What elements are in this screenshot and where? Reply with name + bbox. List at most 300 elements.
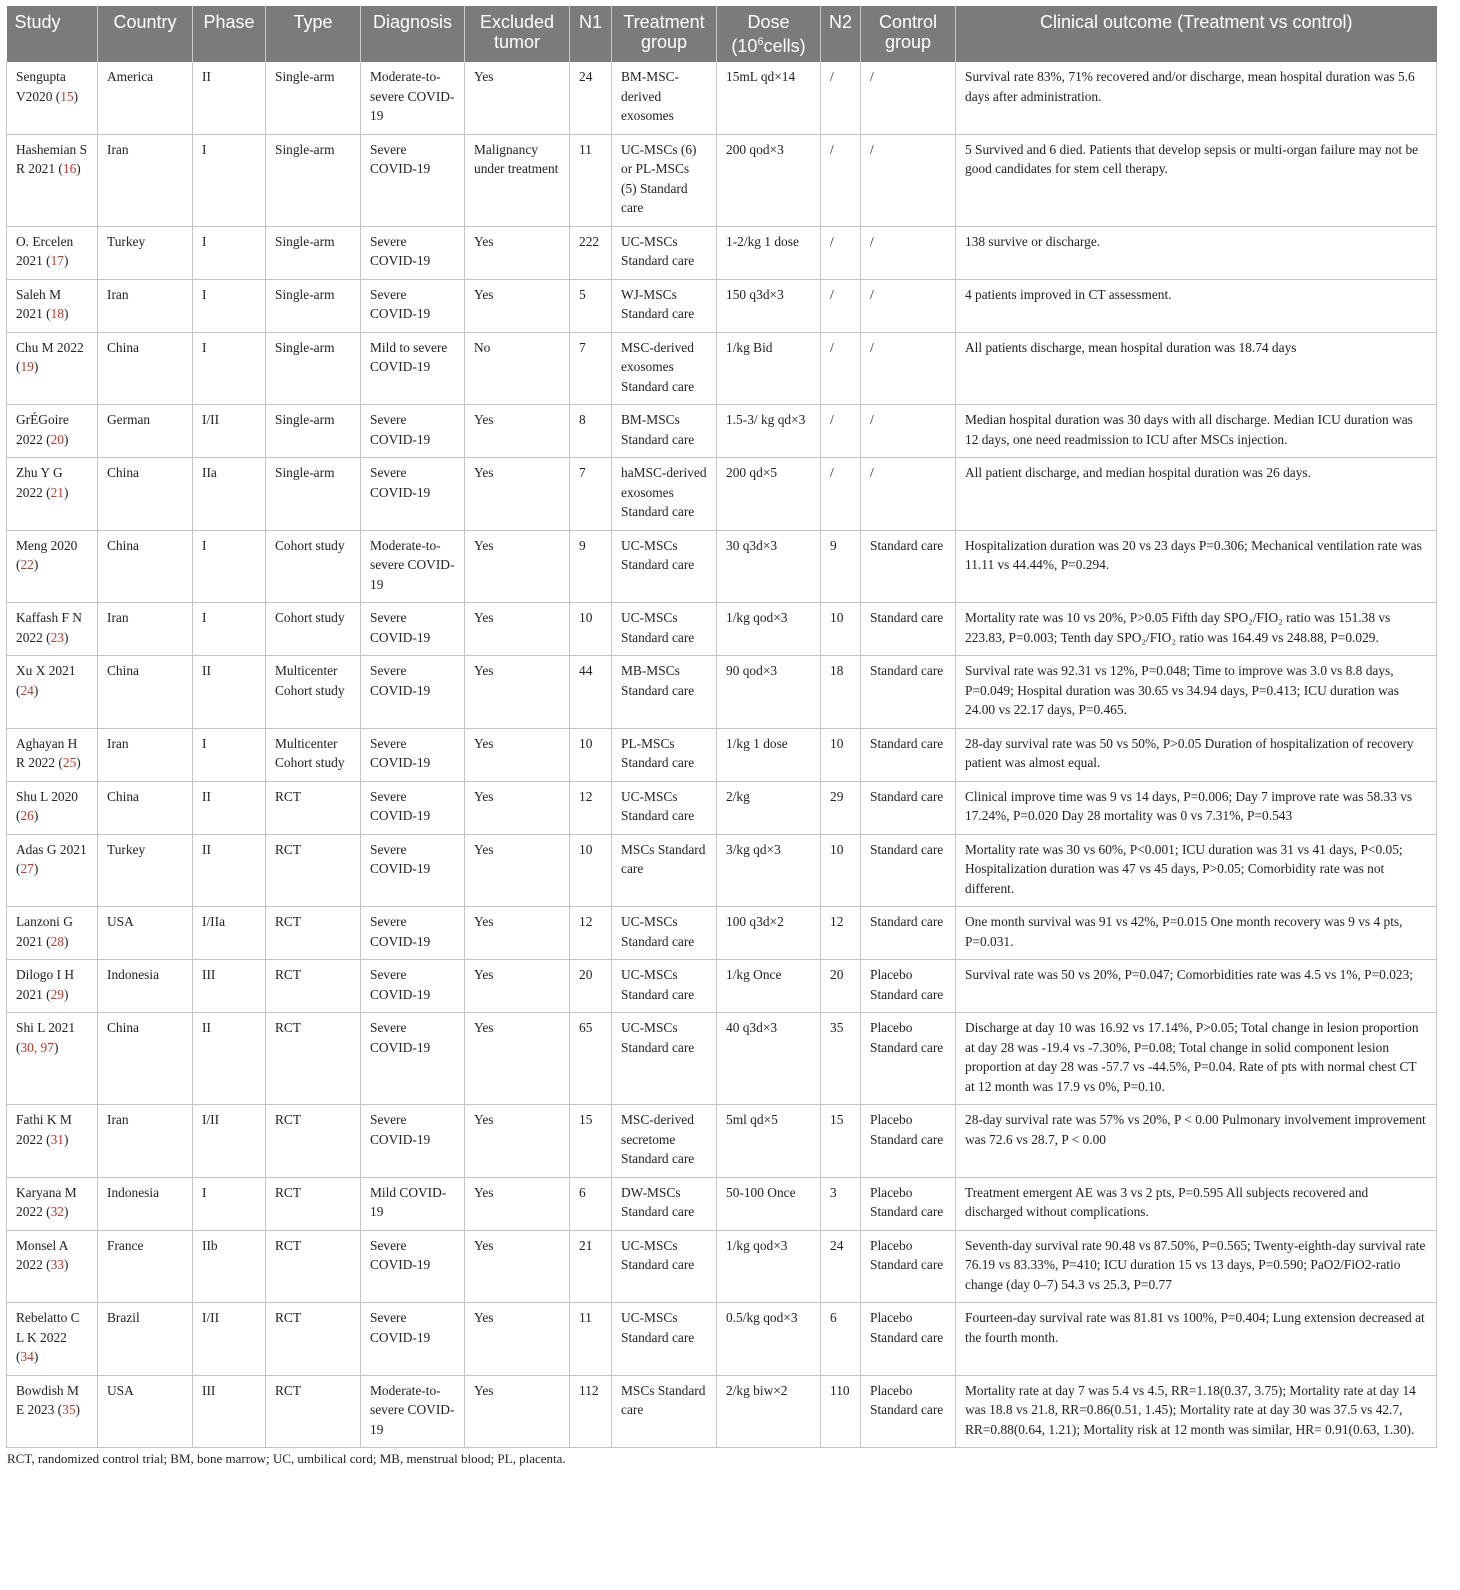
cell-type: Single-arm: [266, 458, 361, 531]
cell-phase: I: [193, 603, 266, 656]
study-name: Saleh M 2021 (: [16, 286, 62, 321]
cell-dose: 1/kg qod×3: [717, 603, 821, 656]
cell-n1: 12: [570, 907, 612, 960]
cell-treatment-group: WJ-MSCs Standard care: [612, 279, 717, 332]
cell-excluded-tumor: Yes: [465, 1303, 570, 1376]
cell-n1: 5: [570, 279, 612, 332]
header-type: Type: [266, 6, 361, 62]
table-footnote: RCT, randomized control trial; BM, bone marrow; UC, umbilical cord; MB, menstrual blood; PL, placenta.: [7, 1451, 566, 1466]
cell-n1: 10: [570, 603, 612, 656]
cell-phase: IIa: [193, 458, 266, 531]
cell-dose: 40 q3d×3: [717, 1013, 821, 1105]
cell-n1: 6: [570, 1177, 612, 1230]
cell-study: [7, 134, 98, 226]
cell-excluded-tumor: Yes: [465, 279, 570, 332]
cell-outcome: 138 survive or discharge.: [956, 226, 1437, 279]
cell-country: Indonesia: [98, 1177, 193, 1230]
cell-outcome: 28-day survival rate was 50 vs 50%, P>0.05 Duration of hospitalization of recovery patient was almost equal.: [956, 728, 1437, 781]
table-row: [7, 279, 1437, 332]
cell-phase: I/II: [193, 1105, 266, 1178]
cell-treatment-group: BM-MSC-derived exosomes: [612, 62, 717, 134]
cell-diagnosis: Severe COVID-19: [361, 1303, 465, 1376]
reference-link[interactable]: 30, 97: [20, 1039, 54, 1055]
reference-link[interactable]: 16: [62, 161, 77, 176]
cell-excluded-tumor: Yes: [465, 834, 570, 907]
study-paren: ): [63, 253, 69, 268]
cell-treatment-group: MB-MSCs Standard care: [612, 656, 717, 729]
cell-n1: 222: [570, 226, 612, 279]
study-paren: ): [33, 808, 39, 823]
cell-country: USA: [98, 1375, 193, 1448]
cell-n2: 3: [821, 1177, 861, 1230]
cell-study: [7, 1375, 98, 1448]
cell-type: Multicenter Cohort study: [266, 656, 361, 729]
cell-outcome: Treatment emergent AE was 3 vs 2 pts, P=0.595 All subjects recovered and discharged without complications.: [956, 1177, 1437, 1230]
cell-excluded-tumor: Yes: [465, 226, 570, 279]
cell-n1: 11: [570, 1303, 612, 1376]
cell-excluded-tumor: Yes: [465, 1230, 570, 1303]
cell-outcome: Survival rate 83%, 71% recovered and/or discharge, mean hospital duration was 5.6 days after administration.: [956, 62, 1437, 134]
table-row: [7, 728, 1437, 781]
cell-n2: 20: [821, 960, 861, 1013]
cell-control-group: Standard care: [861, 530, 956, 603]
cell-treatment-group: MSCs Standard care: [612, 1375, 717, 1448]
reference-link[interactable]: 26: [20, 808, 34, 823]
header-phase: Phase: [193, 6, 266, 62]
reference-link[interactable]: 19: [20, 359, 34, 374]
cell-n1: 12: [570, 781, 612, 834]
cell-type: Single-arm: [266, 134, 361, 226]
cell-outcome: Fourteen-day survival rate was 81.81 vs 100%, P=0.404; Lung extension decreased at the fourth month.: [956, 1303, 1437, 1376]
cell-n2: 12: [821, 907, 861, 960]
reference-link[interactable]: 20: [50, 431, 64, 447]
cell-country: America: [98, 62, 193, 134]
cell-country: Indonesia: [98, 960, 193, 1013]
cell-diagnosis: Moderate-to-severe COVID-19: [361, 1375, 465, 1448]
cell-phase: II: [193, 1013, 266, 1105]
cell-phase: I: [193, 226, 266, 279]
cell-control-group: /: [861, 279, 956, 332]
cell-n2: 35: [821, 1013, 861, 1105]
cell-country: Brazil: [98, 1303, 193, 1376]
cell-dose: 3/kg qd×3: [717, 834, 821, 907]
cell-type: Single-arm: [266, 332, 361, 405]
cell-dose: 2/kg: [717, 781, 821, 834]
reference-link[interactable]: 34: [20, 1349, 34, 1364]
cell-dose: 1.5-3/ kg qd×3: [717, 405, 821, 458]
header-control-group: Control group: [861, 6, 956, 62]
reference-link[interactable]: 23: [50, 629, 64, 645]
study-name: Karyana M 2022 (: [16, 1184, 77, 1219]
cell-n2: /: [821, 405, 861, 458]
cell-type: Cohort study: [266, 603, 361, 656]
table-row: [7, 1013, 1437, 1105]
cell-dose: 100 q3d×2: [717, 907, 821, 960]
cell-study: [7, 279, 98, 332]
study-paren: ): [63, 431, 69, 447]
cell-study: [7, 530, 98, 603]
cell-outcome: 5 Survived and 6 died. Patients that develop sepsis or multi-organ failure may not be good candidates for stem cell therapy.: [956, 134, 1437, 226]
cell-n2: /: [821, 332, 861, 405]
cell-diagnosis: Severe COVID-19: [361, 405, 465, 458]
cell-n1: 15: [570, 1105, 612, 1178]
cell-outcome: All patient discharge, and median hospital duration was 26 days.: [956, 458, 1437, 531]
cell-dose: 30 q3d×3: [717, 530, 821, 603]
cell-control-group: Placebo Standard care: [861, 960, 956, 1013]
cell-excluded-tumor: Yes: [465, 1375, 570, 1448]
reference-link[interactable]: 21: [50, 484, 64, 500]
cell-study: [7, 728, 98, 781]
cell-excluded-tumor: Yes: [465, 960, 570, 1013]
header-country: Country: [98, 6, 193, 62]
cell-n2: 6: [821, 1303, 861, 1376]
header-treatment-group: Treatment group: [612, 6, 717, 62]
cell-outcome: Clinical improve time was 9 vs 14 days, P=0.006; Day 7 improve rate was 58.33 vs 17.24%, P=0.020 Day 28 mortality was 0 vs 7.31%, P=0.543: [956, 781, 1437, 834]
study-name: Bowdish M E 2023 (: [16, 1382, 79, 1417]
study-name: Kaffash F N 2022 (: [16, 610, 82, 645]
reference-link[interactable]: 28: [50, 933, 64, 949]
cell-country: Iran: [98, 134, 193, 226]
study-name: Zhu Y G 2022 (: [16, 465, 63, 500]
study-paren: ): [33, 682, 39, 698]
cell-study: [7, 781, 98, 834]
cell-treatment-group: DW-MSCs Standard care: [612, 1177, 717, 1230]
cell-phase: I: [193, 728, 266, 781]
cell-n2: 29: [821, 781, 861, 834]
cell-control-group: /: [861, 332, 956, 405]
cell-country: USA: [98, 907, 193, 960]
cell-treatment-group: UC-MSCs Standard care: [612, 1230, 717, 1303]
cell-type: RCT: [266, 1013, 361, 1105]
cell-phase: II: [193, 62, 266, 134]
cell-n1: 8: [570, 405, 612, 458]
cell-n2: /: [821, 279, 861, 332]
cell-study: [7, 834, 98, 907]
table-row: [7, 656, 1437, 729]
table-row: [7, 1303, 1437, 1376]
study-paren: ): [63, 484, 69, 500]
study-paren: ): [63, 306, 69, 321]
cell-excluded-tumor: Yes: [465, 530, 570, 603]
cell-study: [7, 603, 98, 656]
cell-diagnosis: Severe COVID-19: [361, 656, 465, 729]
cell-type: RCT: [266, 1230, 361, 1303]
cell-treatment-group: MSC-derived secretome Standard care: [612, 1105, 717, 1178]
table-row: [7, 1105, 1437, 1178]
header-n2: N2: [821, 6, 861, 62]
cell-excluded-tumor: Yes: [465, 1177, 570, 1230]
cell-n2: 10: [821, 834, 861, 907]
cell-n1: 112: [570, 1375, 612, 1448]
cell-control-group: Standard care: [861, 728, 956, 781]
cell-type: RCT: [266, 960, 361, 1013]
reference-link[interactable]: 17: [50, 253, 64, 268]
header-dose-sup: 6: [757, 36, 764, 48]
cell-phase: I/II: [193, 1303, 266, 1376]
cell-country: China: [98, 458, 193, 531]
cell-outcome: Survival rate was 92.31 vs 12%, P=0.048; Time to improve was 3.0 vs 8.8 days, P=0.049; Hospital duration was 30.65 vs 34.94 days, P=0.413; ICU duration was 24.00 vs 22.17 days, P=0.465.: [956, 656, 1437, 729]
cell-diagnosis: Severe COVID-19: [361, 1230, 465, 1303]
cell-study: [7, 1230, 98, 1303]
cell-country: China: [98, 656, 193, 729]
header-dose: [717, 6, 821, 62]
cell-type: Single-arm: [266, 279, 361, 332]
cell-control-group: Placebo Standard care: [861, 1230, 956, 1303]
cell-treatment-group: UC-MSCs Standard care: [612, 226, 717, 279]
study-name: Sengupta V2020 (: [16, 69, 66, 104]
cell-phase: III: [193, 960, 266, 1013]
study-name: O. Ercelen 2021 (: [16, 233, 74, 268]
cell-outcome: Mortality rate at day 7 was 5.4 vs 4.5, RR=1.18(0.37, 3.75); Mortality rate at day 14 was 18.8 vs 21.8, RR=0.86(0.51, 1.45); Mortality rate at day 30 was 37.5 vs 42.7, RR=0.88(0.64, 1.21); Mortality risk at 12 month was similar, HR= 0.91(0.63, 1.30).: [956, 1375, 1437, 1448]
cell-country: Iran: [98, 728, 193, 781]
cell-phase: I/II: [193, 405, 266, 458]
study-paren: ): [33, 861, 39, 876]
table-row: [7, 332, 1437, 405]
header-diagnosis: Diagnosis: [361, 6, 465, 62]
cell-control-group: /: [861, 134, 956, 226]
cell-treatment-group: PL-MSCs Standard care: [612, 728, 717, 781]
cell-outcome: 28-day survival rate was 57% vs 20%, P < 0.00 Pulmonary involvement improvement was 72.6 vs 28.7, P < 0.00: [956, 1105, 1437, 1178]
header-dose-line1: Dose: [747, 12, 790, 32]
cell-type: Cohort study: [266, 530, 361, 603]
cell-n1: 11: [570, 134, 612, 226]
cell-study: [7, 226, 98, 279]
study-name: Chu M 2022 (: [16, 339, 84, 374]
study-name: Meng 2020 (: [16, 537, 78, 572]
reference-link[interactable]: 25: [62, 755, 77, 770]
header-excluded-tumor: Excluded tumor: [465, 6, 570, 62]
cell-n2: /: [821, 62, 861, 134]
cell-excluded-tumor: Yes: [465, 603, 570, 656]
cell-control-group: /: [861, 458, 956, 531]
cell-diagnosis: Mild COVID-19: [361, 1177, 465, 1230]
cell-diagnosis: Severe COVID-19: [361, 458, 465, 531]
cell-dose: 90 qod×3: [717, 656, 821, 729]
table-row: [7, 781, 1437, 834]
cell-dose: 5ml qd×5: [717, 1105, 821, 1178]
cell-outcome: Median hospital duration was 30 days with all discharge. Median ICU duration was 12 days, one need readmission to ICU after MSCs injection.: [956, 405, 1437, 458]
cell-diagnosis: Severe COVID-19: [361, 1105, 465, 1178]
cell-excluded-tumor: Yes: [465, 781, 570, 834]
header-dose-post: cells): [763, 36, 806, 56]
cell-dose: 1/kg qod×3: [717, 1230, 821, 1303]
reference-link[interactable]: 27: [20, 861, 34, 876]
study-paren: ): [76, 755, 81, 770]
cell-dose: 150 q3d×3: [717, 279, 821, 332]
cell-dose: 200 qod×3: [717, 134, 821, 226]
header-n1: N1: [570, 6, 612, 62]
cell-study: [7, 1177, 98, 1230]
cell-n2: /: [821, 134, 861, 226]
cell-excluded-tumor: Yes: [465, 907, 570, 960]
cell-study: [7, 960, 98, 1013]
cell-control-group: /: [861, 405, 956, 458]
cell-outcome: Mortality rate was 10 vs 20%, P>0.05 Fifth day SPO₂/FIO₂ ratio was 151.38 vs 223.83, P=0.003; Tenth day SPO₂/FIO₂ ratio was 164.49 vs 248.88, P=0.029.: [956, 603, 1437, 656]
reference-link[interactable]: 29: [50, 986, 64, 1002]
cell-treatment-group: MSC-derived exosomes Standard care: [612, 332, 717, 405]
cell-phase: II: [193, 656, 266, 729]
cell-control-group: Placebo Standard care: [861, 1105, 956, 1178]
reference-link[interactable]: 22: [20, 557, 34, 572]
cell-outcome: Survival rate was 50 vs 20%, P=0.047; Comorbidities rate was 4.5 vs 1%, P=0.023;: [956, 960, 1437, 1013]
header-outcome: Clinical outcome (Treatment vs control): [956, 6, 1437, 62]
cell-phase: II: [193, 834, 266, 907]
header-dose-pre: (10: [731, 36, 758, 56]
study-paren: ): [53, 1039, 59, 1055]
cell-excluded-tumor: Malignancy under treatment: [465, 134, 570, 226]
cell-control-group: /: [861, 226, 956, 279]
study-paren: ): [33, 1349, 39, 1364]
cell-type: RCT: [266, 1303, 361, 1376]
reference-link[interactable]: 35: [62, 1402, 76, 1417]
cell-n1: 7: [570, 332, 612, 405]
cell-outcome: One month survival was 91 vs 42%, P=0.015 One month recovery was 9 vs 4 pts, P=0.031.: [956, 907, 1437, 960]
cell-treatment-group: MSCs Standard care: [612, 834, 717, 907]
table-row: [7, 1375, 1437, 1448]
reference-link[interactable]: 18: [50, 306, 64, 321]
cell-dose: 1/kg Once: [717, 960, 821, 1013]
table-row: [7, 530, 1437, 603]
cell-treatment-group: haMSC-derived exosomes Standard care: [612, 458, 717, 531]
reference-link[interactable]: 33: [50, 1257, 64, 1272]
cell-control-group: Standard care: [861, 656, 956, 729]
cell-n1: 7: [570, 458, 612, 531]
cell-phase: I: [193, 134, 266, 226]
header-study: Study: [7, 6, 98, 62]
cell-n2: 18: [821, 656, 861, 729]
cell-study: [7, 405, 98, 458]
study-name: Hashemian S R 2021 (: [16, 141, 88, 176]
cell-treatment-group: UC-MSCs Standard care: [612, 1013, 717, 1105]
study-name: Monsel A 2022 (: [16, 1237, 68, 1272]
cell-diagnosis: Severe COVID-19: [361, 728, 465, 781]
table-row: [7, 1230, 1437, 1303]
reference-link[interactable]: 31: [50, 1131, 64, 1147]
cell-outcome: Hospitalization duration was 20 vs 23 days P=0.306; Mechanical ventilation rate was 11.11 vs 44.44%, P=0.294.: [956, 530, 1437, 603]
study-paren: ): [63, 933, 69, 949]
cell-dose: 15mL qd×14: [717, 62, 821, 134]
cell-outcome: 4 patients improved in CT assessment.: [956, 279, 1437, 332]
cell-control-group: /: [861, 62, 956, 134]
table-container: [6, 6, 1436, 1467]
reference-link[interactable]: 32: [50, 1204, 64, 1219]
cell-n2: 15: [821, 1105, 861, 1178]
cell-diagnosis: Severe COVID-19: [361, 907, 465, 960]
reference-link[interactable]: 15: [60, 88, 74, 104]
study-paren: ): [73, 88, 79, 104]
cell-country: Iran: [98, 1105, 193, 1178]
table-row: [7, 458, 1437, 531]
cell-diagnosis: Severe COVID-19: [361, 781, 465, 834]
cell-diagnosis: Moderate-to-severe COVID-19: [361, 530, 465, 603]
cell-diagnosis: Moderate-to-severe COVID-19: [361, 62, 465, 134]
cell-n2: 24: [821, 1230, 861, 1303]
cell-study: [7, 1105, 98, 1178]
study-paren: ): [63, 1257, 69, 1272]
cell-country: Turkey: [98, 226, 193, 279]
table-row: [7, 907, 1437, 960]
studies-table: [6, 6, 1437, 1448]
table-row: [7, 1177, 1437, 1230]
cell-country: France: [98, 1230, 193, 1303]
cell-country: China: [98, 781, 193, 834]
cell-outcome: All patients discharge, mean hospital duration was 18.74 days: [956, 332, 1437, 405]
cell-diagnosis: Severe COVID-19: [361, 134, 465, 226]
cell-study: [7, 332, 98, 405]
cell-dose: 0.5/kg qod×3: [717, 1303, 821, 1376]
cell-phase: I: [193, 279, 266, 332]
cell-type: Single-arm: [266, 62, 361, 134]
cell-phase: I/IIa: [193, 907, 266, 960]
cell-control-group: Standard care: [861, 907, 956, 960]
table-header-row: [7, 6, 1437, 62]
cell-n2: 10: [821, 728, 861, 781]
cell-phase: I: [193, 530, 266, 603]
cell-outcome: Seventh-day survival rate 90.48 vs 87.50%, P=0.565; Twenty-eighth-day survival rate 76.19 vs 83.33%, P=410; ICU duration 15 vs 13 days, P=0.590; PaO2/FiO2-ratio change (day 0–7) 54.3 vs 25.3, P=0.77: [956, 1230, 1437, 1303]
cell-treatment-group: UC-MSCs Standard care: [612, 781, 717, 834]
table-row: [7, 603, 1437, 656]
cell-dose: 50-100 Once: [717, 1177, 821, 1230]
cell-n1: 10: [570, 834, 612, 907]
study-name: Shu L 2020 (: [16, 788, 78, 823]
cell-phase: I: [193, 332, 266, 405]
study-name: Dilogo I H 2021 (: [16, 967, 75, 1002]
cell-excluded-tumor: No: [465, 332, 570, 405]
table-body: [7, 62, 1437, 1448]
cell-study: [7, 907, 98, 960]
cell-phase: I: [193, 1177, 266, 1230]
cell-control-group: Standard care: [861, 834, 956, 907]
cell-excluded-tumor: Yes: [465, 1013, 570, 1105]
cell-excluded-tumor: Yes: [465, 656, 570, 729]
reference-link[interactable]: 24: [20, 682, 34, 698]
cell-n1: 10: [570, 728, 612, 781]
cell-dose: 200 qd×5: [717, 458, 821, 531]
study-paren: ): [63, 629, 69, 645]
study-name: Rebelatto C L K 2022 (: [16, 1310, 80, 1364]
cell-excluded-tumor: Yes: [465, 1105, 570, 1178]
cell-type: RCT: [266, 834, 361, 907]
cell-treatment-group: UC-MSCs (6) or PL-MSCs (5) Standard care: [612, 134, 717, 226]
cell-treatment-group: UC-MSCs Standard care: [612, 960, 717, 1013]
study-paren: ): [33, 557, 39, 572]
cell-type: RCT: [266, 1105, 361, 1178]
cell-country: Iran: [98, 603, 193, 656]
cell-control-group: Placebo Standard care: [861, 1375, 956, 1448]
study-name: Shi L 2021 (: [16, 1020, 76, 1055]
table-row: [7, 405, 1437, 458]
study-paren: ): [75, 1402, 80, 1417]
cell-diagnosis: Severe COVID-19: [361, 960, 465, 1013]
study-name: Xu X 2021 (: [16, 663, 76, 698]
cell-n1: 21: [570, 1230, 612, 1303]
cell-treatment-group: UC-MSCs Standard care: [612, 1303, 717, 1376]
cell-type: Multicenter Cohort study: [266, 728, 361, 781]
table-row: [7, 226, 1437, 279]
table-row: [7, 960, 1437, 1013]
cell-n1: 65: [570, 1013, 612, 1105]
cell-diagnosis: Severe COVID-19: [361, 603, 465, 656]
cell-type: RCT: [266, 1177, 361, 1230]
cell-control-group: Placebo Standard care: [861, 1177, 956, 1230]
study-paren: ): [33, 359, 39, 374]
study-paren: ): [63, 986, 69, 1002]
cell-n1: 44: [570, 656, 612, 729]
cell-control-group: Standard care: [861, 603, 956, 656]
cell-diagnosis: Severe COVID-19: [361, 279, 465, 332]
cell-outcome: Discharge at day 10 was 16.92 vs 17.14%, P>0.05; Total change in lesion proportion at day 28 was -19.4 vs -7.30%, P=0.08; Total change in solid component lesion proportion at day 28 was -57.7 vs -44.5%, P=0.04. Rate of pts with normal chest CT at 12 month was 17.9 vs 0%, P=0.10.: [956, 1013, 1437, 1105]
cell-outcome: Mortality rate was 30 vs 60%, P<0.001; ICU duration was 31 vs 41 days, P<0.05; Hospitalization duration was 47 vs 45 days, P>0.05; Comorbidity rate was not different.: [956, 834, 1437, 907]
